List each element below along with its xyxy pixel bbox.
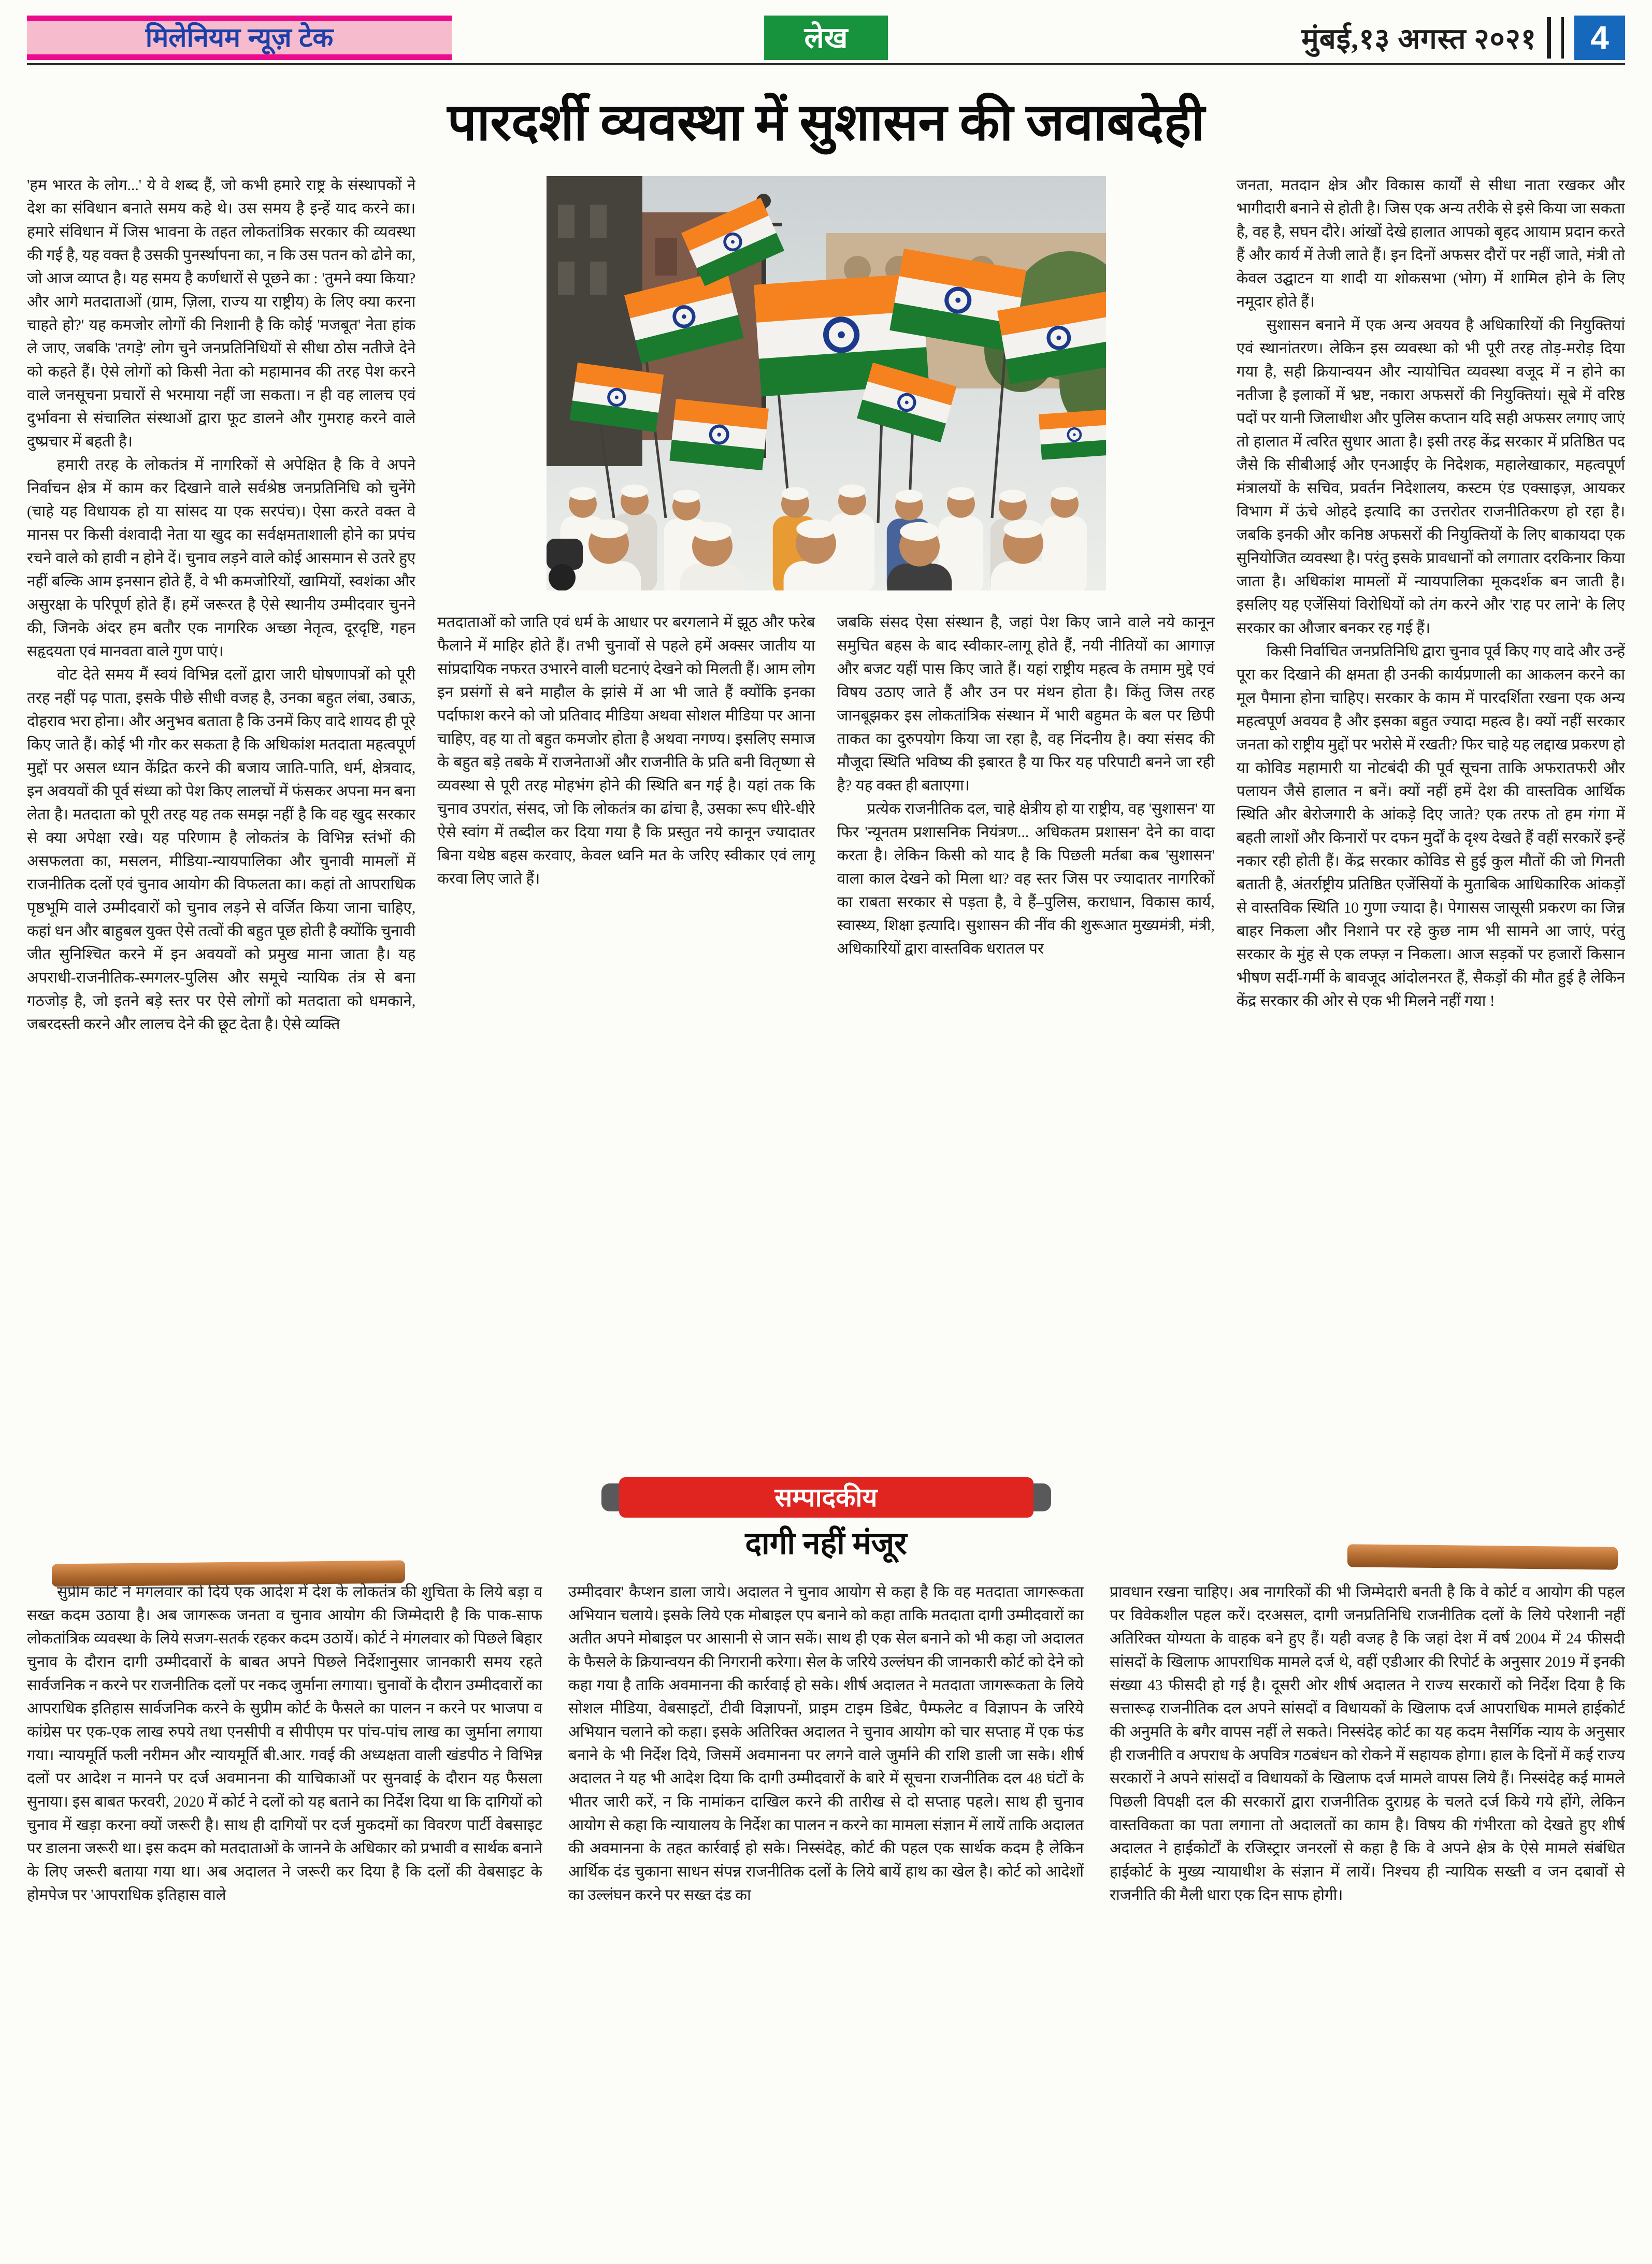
header-right bbox=[1301, 16, 1625, 60]
decorative-bar-right bbox=[1347, 1544, 1618, 1569]
main-article bbox=[0, 174, 1652, 1462]
city-date: मुंबई,१३ अगस्त २०२१ bbox=[1301, 23, 1536, 55]
article-paragraph: वोट देते समय मैं स्वयं विभिन्न दलों द्वारा जारी घोषणापत्रों को पूरी तरह नहीं पढ़ पाता, इसके पीछे सीधी वजह है, उनका बहुत लंबा, उबाऊ, दोहराव भरा होना। और अनुभव बताता है कि उनमें किए वादे शायद ही पूरे किए जाते हैं। कोई भी गौर कर सकता है कि अधिकांश मतदाता महत्वपूर्ण मुद्दों पर असल ध्यान केंद्रित करने की बजाय जाति-पाति, धर्म, क्षेत्रवाद, इन अवयवों की पूर्व संध्या को पेश किए लालचों में फंसकर अपना मन बना लेता है। मतदाता को पूरी तरह यह तक समझ नहीं है कि वह खुद सरकार से क्या अपेक्षा रखे। यह परिणाम है लोकतंत्र के विभिन्न स्तंभों की असफलता का, मसलन, मीडिया-न्यायपालिका और चुनावी मामलों में राजनीतिक दलों एवं चुनाव आयोग की विफलता का। कहां तो आपराधिक पृष्ठभूमि वाले उम्मीदवारों को चुनाव लड़ने से वर्जित किया जाना चाहिए, कहां धन और बाहुबल युक्त ऐसे तत्वों की बहुत पूछ होती है क्योंकि चुनावी जीत सुनिश्चित करने में इन अवयवों को प्रमुख माना जाता है। यह अपराधी-राजनीतिक-स्मगलर-पुलिस और समूचे न्यायिक तंत्र से बना गठजोड़ है, जो इतने बड़े स्तर पर ऐसे लोगों को मतदाता को धमकाने, जबरदस्ती करने और लालच देने की छूट देता है। ऐसे व्यक्ति bbox=[27, 667, 416, 1033]
article-paragraph: जबकि संसद ऐसा संस्थान है, जहां पेश किए जाने वाले नये कानून समुचित बहस के बाद स्वीकार-लागू होते हैं, नयी नीतियों का आगाज़ और बजट यहीं पास किए जाते हैं। यहां राष्ट्रीय महत्व के तमाम मुद्दे एवं विषय उठाए जाते हैं और उन पर मंथन होता है। किंतु जिस तरह जानबूझकर इस लोकतांत्रिक संस्थान में भारी बहुमत के बल पर छिपी ताकत का दुरुपयोग किया जा रहा है, वह निंदनीय है। क्या संसद की मौजूदा स्थिति भविष्य की इबारत है या फिर यह परिपाटी बनने जा रही है? यह वक्त ही बताएगा। bbox=[837, 614, 1215, 794]
editorial-label: सम्पादकीय bbox=[619, 1477, 1033, 1518]
editorial-headline: दागी नहीं मंजूर bbox=[745, 1526, 907, 1561]
article-paragraph: सुशासन बनाने में एक अन्य अवयव है अधिकारियों की नियुक्तियां एवं स्थानांतरण। लेकिन इस व्यवस्था को भी पूरी तरह तोड़-मरोड़ दिया गया है, सही क्रियान्वयन और न्यायोचित व्यवस्था वजूद में न होने का नतीजा है इलाकों में भ्रष्ट, नकारा अफसरों की नियुक्तियां। सूबे में वरिष्ठ पदों पर यानी जिलाधीश और पुलिस कप्तान यदि सही अफसर लगाए जाएं तो हालात में त्वरित सुधार आता है। इसी तरह केंद्र सरकार में प्रतिष्ठित पद जैसे कि सीबीआई और एनआईए के निदेशक, महालेखाकार, महत्वपूर्ण मंत्रालयों के सचिव, प्रवर्तन निदेशालय, कस्टम एंड एक्साइज़, आयकर विभाग में ऊंचे ओहदे इत्यादि का उत्तरोतर राजनीतिकरण हो रहा है। जबकि इनकी और कनिष्ठ अफसरों की नियुक्तियों के लिए बाकायदा एक सुनियोजित व्यवस्था है। परंतु इसके प्रावधानों को लगातार दरकिनार किया जाता है। अधिकांश मामलों में न्यायपालिका मूकदर्शक बन जाती है। इसलिए यह एजेंसियां विरोधियों को तंग करने और 'राह पर लाने' के लिए सरकार का औजार बनकर रह गई हैं। bbox=[1236, 317, 1625, 637]
article-paragraph: हमारी तरह के लोकतंत्र में नागरिकों से अपेक्षित है कि वे अपने निर्वाचन क्षेत्र में काम कर दिखाने वाले सर्वश्रेष्ठ जनप्रतिनिधि को चुनेंगे (चाहे यह विधायक हो या सांसद या एक सरपंच)। ऐसा करते वक्त वे मानस पर किसी वंशवादी नेता या खुद का सर्वक्षमताशाली होने का प्रपंच रचने वाले को हावी न होने दें। चुनाव लड़ने वाले कोई आसमान से उतरे हुए नहीं बल्कि आम इनसान होते हैं, वे भी कमजोरियों, खामियों, स्वशंका और असुरक्षा के परिपूर्ण होते हैं। हमें जरूरत है ऐसे स्थानीय उम्मीदवार चुनने की, जिनके अंदर हम बतौर एक नागरिक अच्छा नेतृत्व, दूरदृष्टि, गहन सहृदयता एवं मानवता वाले गुण पाएं। bbox=[27, 457, 416, 660]
page-number-badge: 4 bbox=[1574, 16, 1625, 60]
brand-masthead: मिलेनियम न्यूज़ टेक bbox=[27, 16, 452, 60]
editorial-column-3 bbox=[1110, 1581, 1625, 2136]
article-photo bbox=[547, 176, 1106, 590]
article-column-2 bbox=[437, 611, 815, 1462]
decorative-bar-left bbox=[52, 1560, 405, 1587]
article-middle-columns bbox=[437, 611, 1215, 1462]
article-column-4 bbox=[1237, 174, 1625, 1462]
page-header bbox=[27, 16, 1625, 65]
editorial-column-1 bbox=[27, 1581, 542, 2136]
editorial-columns bbox=[0, 1581, 1652, 2136]
article-paragraph: मतदाताओं को जाति एवं धर्म के आधार पर बरगलाने में झूठ और फरेब फैलाने में माहिर होते हैं। तभी चुनावों से पहले हमें अक्सर जातीय या सांप्रदायिक नफरत उभारने वाली घटनाएं देखने को मिलती हैं। आम लोग इन प्रसंगों से बने माहौल के झांसे में आ भी जाते हैं क्योंकि इनका पर्दाफाश करने को जो प्रतिवाद मीडिया अथवा सोशल मीडिया पर आना चाहिए, वह या तो बहुत कमजोर होता है अथवा नगण्य। इसलिए समाज के बहुत बड़े तबके में राजनेताओं और राजनीति के प्रति बनी वितृष्णा से व्यवस्था से पूरी तरह मोहभंग होने की स्थिति बन गई है। यहां तक कि चुनाव उपरांत, संसद, जो कि लोकतंत्र का ढांचा है, उसका रूप धीरे-धीरे ऐसे स्वांग में तब्दील कर दिया गया है कि प्रस्तुत नये कानून ज्यादातर बिना यथेष्ठ बहस करवाए, केवल ध्वनि मत के जरिए स्वीकार एवं लागू करवा लिए जाते हैं। bbox=[437, 614, 815, 887]
divider-bar bbox=[1547, 17, 1551, 59]
editorial-paragraph: उम्मीदवार' कैप्शन डाला जाये। अदालत ने चुनाव आयोग से कहा है कि वह मतदाता जागरूकता अभियान चलाये। इसके लिये एक मोबाइल एप बनाने को कहा ताकि मतदाता दागी उम्मीदवारों का अतीत अपने मोबाइल पर आसानी से जान सकें। साथ ही एक सेल बनाने को भी कहा जो अदालत के फैसले के क्रियान्वयन की निगरानी करेगा। सेल के जरिये उल्लंघन की जानकारी कोर्ट को देने को कहा गया है ताकि अवमानना की कार्रवाई हो सके। शीर्ष अदालत ने मतदाता जागरूकता के लिये सोशल मीडिया, वेबसाइटों, टीवी विज्ञापनों, प्राइम टाइम डिबेट, पैम्फलेट व विज्ञापन के जरिये अभियान चलाने को कहा। इसके अतिरिक्त अदालत ने चुनाव आयोग को चार सप्ताह में एक फंड बनाने के भी निर्देश दिये, जिसमें अवमानना पर लगने वाले जुर्माने की राशि डाली जा सके। शीर्ष अदालत ने यह भी आदेश दिया कि दागी उम्मीदवारों के बारे में सूचना राजनीतिक दल 48 घंटों के भीतर जारी करें, न कि नामांकन दाखिल करने की तारीख से दो सप्ताह पहले। साथ ही चुनाव आयोग से कहा कि न्यायालय के निर्देश का पालन न करने का मामला संज्ञान में लायें ताकि अदालत की अवमानना के तहत कार्रवाई हो सके। निस्संदेह, कोर्ट की पहल एक सार्थक कदम है लेकिन आर्थिक दंड चुकाना साधन संपन्न राजनीतिक दलों के लिये बायें हाथ का खेल है। कोर्ट को आदेशों का उल्लंघन करने पर सख्त दंड का bbox=[568, 1584, 1084, 1904]
editorial-paragraph: प्रावधान रखना चाहिए। अब नागरिकों की भी जिम्मेदारी बनती है कि वे कोर्ट व आयोग की पहल पर विवेकशील पहल करें। दरअसल, दागी जनप्रतिनिधि राजनीतिक दलों के लिये परेशानी नहीं अतिरिक्त योग्यता के वाहक बने हुए हैं। यही वजह है कि जहां देश में वर्ष 2004 में 24 फीसदी सांसदों के खिलाफ आपराधिक मामले दर्ज थे, वहीं एडीआर की रिपोर्ट के अनुसार 2019 में इनकी संख्या 43 फीसदी हो गई है। दूसरी ओर शीर्ष अदालत ने राज्य सरकारों को निर्देश दिया है कि सत्तारूढ़ राजनीतिक दल अपने सांसदों व विधायकों के खिलाफ दर्ज आपराधिक मामले हाईकोर्ट की अनुमति के बगैर वापस नहीं ले सकते। निस्संदेह कोर्ट का यह कदम नैसर्गिक न्याय के अनुसार ही राजनीति व अपराध के अपवित्र गठबंधन को रोकने में सहायक होगा। हाल के दिनों में कई राज्य सरकारों ने अपने सांसदों व विधायकों के खिलाफ दर्ज मामले वापस लिये हैं। निस्संदेह कई मामले पिछली विपक्षी दल की सरकारों द्वारा राजनीतिक दुराग्रह के चलते दर्ज किये गये होंगे, लेकिन वास्तविकता का पता लगाना तो अदालतों का काम है। विषय की गंभीरता को देखते हुए शीर्ष अदालत ने हाईकोर्टों के रजिस्ट्रार जनरलों से कहा है कि वे अपने क्षेत्र के ऐसे मामले संबंधित हाईकोर्ट के मुख्य न्यायाधीश के संज्ञान में लायें। निश्चय ही न्यायिक सख्ती व जन दबावों से राजनीति की मैली धारा एक दिन साफ होगी। bbox=[1110, 1584, 1625, 1904]
article-column-1 bbox=[27, 174, 415, 1462]
article-paragraph: जनता, मतदान क्षेत्र और विकास कार्यों से सीधा नाता रखकर और भागीदारी बनाने से होती है। जिस एक अन्य तरीके से इसे किया जा सकता है, वह है, सघन दौरे। आंखों देखे हालात आपको बृहद आयाम प्रदान करते हैं और कार्य में तेजी लाते हैं। इन दिनों अफसर दौरों पर नहीं जाते, मंत्री तो केवल उद्घाटन या शादी या शोकसभा (भोग) में शामिल होने के लिए नमूदार होते हैं। bbox=[1236, 177, 1625, 310]
article-paragraph: प्रत्येक राजनीतिक दल, चाहे क्षेत्रीय हो या राष्ट्रीय, वह 'सुशासन' या फिर 'न्यूनतम प्रशासनिक नियंत्रण... अधिकतम प्रशासन' देने का वादा करता है। लेकिन किसी को याद है कि पिछली मर्तबा कब 'सुशासन' वाला काल देखने को मिला था? वह स्तर जिस पर ज्यादातर नागरिकों का राबता सरकार से पड़ता है, वे हैं–पुलिस, कराधान, विकास कार्य, स्वास्थ्य, शिक्षा इत्यादि। सुशासन की नींव की शुरूआत मुख्यमंत्री, मंत्री, अधिकारियों द्वारा वास्तविक धरातल पर bbox=[837, 801, 1215, 957]
editorial-section bbox=[0, 1475, 1652, 2136]
article-paragraph: 'हम भारत के लोग...' ये वे शब्द हैं, जो कभी हमारे राष्ट्र के संस्थापकों ने देश का संविधान बनाते समय कहे थे। उस समय है इन्हें याद करने का। हमारे संविधान में जिस भावना के तहत लोकतांत्रिक सरकार की व्यवस्था की गई है, यह वक्त है उसकी पुनर्स्थापना का, न कि उस पतन को ढोने का, जो आज व्याप्त है। यह समय है कर्णधारों से पूछने का : 'तुमने क्या किया? और आगे मतदाताओं (ग्राम, ज़िला, राज्य या राष्ट्रीय) के लिए क्या करना चाहते हो?' यह कमजोर लोगों की निशानी है कि कोई 'मजबूत' नेता हांक ले जाए, जबकि 'तगड़े' लोग चुने जनप्रतिनिधियों से सीधा ठोस नतीजे देने को कहते हैं। ऐसे लोगों को किसी नेता को महामानव की तरह पेश करने वाले जनसूचना प्रचारों से भरमाया नहीं जा सकता। न ही वह लालच एवं दुर्भावना से संचालित संस्थाओं द्वारा फूट डालने और गुमराह करने वाले दुष्प्रचार में बहती है। bbox=[27, 177, 416, 450]
section-label: लेख bbox=[764, 16, 888, 60]
flag-rally-illustration bbox=[547, 176, 1106, 590]
article-column-3 bbox=[837, 611, 1215, 1462]
article-headline: पारदर्शी व्यवस्था में सुशासन की जवाबदेही bbox=[447, 94, 1205, 151]
editorial-ribbon bbox=[0, 1475, 1652, 1520]
divider-bar bbox=[1561, 17, 1564, 59]
article-middle-span bbox=[437, 174, 1215, 1462]
editorial-column-2 bbox=[568, 1581, 1084, 2136]
editorial-paragraph: सुप्रीम कोर्ट ने मंगलवार को दिये एक आदेश में देश के लोकतंत्र की शुचिता के लिये बड़ा व सख्त कदम उठाया है। अब जागरूक जनता व चुनाव आयोग की जिम्मेदारी है कि पाक-साफ लोकतांत्रिक व्यवस्था के लिये सजग-सतर्क रहकर कदम उठायें। कोर्ट ने मंगलवार को पिछले बिहार चुनाव के दौरान दागी उम्मीदवारों के बाबत अपने पिछले निर्देशानुसार जानकारी समय रहते सार्वजनिक न करने पर राजनीतिक दलों पर नकद जुर्माना लगाया। चुनावों के दौरान उम्मीदवारों का आपराधिक इतिहास सार्वजनिक करने के सुप्रीम कोर्ट के फैसले का पालन न करने पर भाजपा व कांग्रेस पर एक-एक लाख रुपये तथा एनसीपी व सीपीएम पर पांच-पांच लाख का जुर्माना लगाया गया। न्यायमूर्ति फली नरीमन और न्यायमूर्ति बी.आर. गवई की अध्यक्षता वाली खंडपीठ ने विभिन्न दलों पर आदेश न मानने पर दर्ज अवमानना की याचिकाओं पर सुनवाई के दौरान यह फैसला सुनाया। इस बाबत फरवरी, 2020 में कोर्ट ने दलों को यह बताने का निर्देश दिया था कि दागियों को चुनाव में खड़ा करना क्यों जरूरी है। साथ ही दागियों पर दर्ज मुकदमों का विवरण पार्टी वेबसाइट पर डालना जरूरी था। इस कदम को मतदाताओं के जानने के अधिकार को प्रभावी व सार्थक बनाने के लिए जरूरी बताया गया था। अब अदालत ने जरूरी कर दिया है कि दलों की वेबसाइट के होमपेज पर 'आपराधिक इतिहास वाले bbox=[27, 1584, 542, 1904]
article-paragraph: किसी निर्वाचित जनप्रतिनिधि द्वारा चुनाव पूर्व किए गए वादे और उन्हें पूरा कर दिखाने की क्षमता ही उनकी कार्यप्रणाली का आकलन करने का मूल पैमाना होना चाहिए। सरकार के काम में पारदर्शिता रखना एक अन्य महत्वपूर्ण अवयव है और इसका बहुत ज्यादा महत्व है। क्यों नहीं सरकार जनता को राष्ट्रीय मुद्दों पर भरोसे में रखती? फिर चाहे यह लद्दाख प्रकरण हो या कोविड महामारी या नोटबंदी की पूर्व सूचना ताकि अफरातफरी और पलायन जैसे हालात न बनें। क्यों नहीं हमें देश की वास्तविक आर्थिक स्थिति और बेरोजगारी के आंकड़े दिए जाते? एक तरफ तो हम गंगा में बहती लाशों और किनारों पर दफन मुर्दों के दृश्य देखते हैं वहीं सरकारें इन्हें नकार रही होती हैं। केंद्र सरकार कोविड से हुई कुल मौतों की जो गिनती बताती है, अंतर्राष्ट्रीय प्रतिष्ठित एजेंसियों के मुताबिक आधिकारिक आंकड़ों से वास्तविक स्थिति 10 गुणा ज्यादा है। पेगासस जासूसी प्रकरण का जिन्न बाहर निकला और निशाने पर रहे कुछ नाम भी सामने आ जाएं, परंतु सरकार के मुंह से एक लफ्ज़ न निकला। आज सड़कों पर हजारों किसान भीषण सर्दी-गर्मी के बावजूद आंदोलनरत हैं, सैकड़ों की मौत हुई है लेकिन केंद्र सरकार की ओर से एक भी मिलने नहीं गया ! bbox=[1236, 643, 1625, 1010]
